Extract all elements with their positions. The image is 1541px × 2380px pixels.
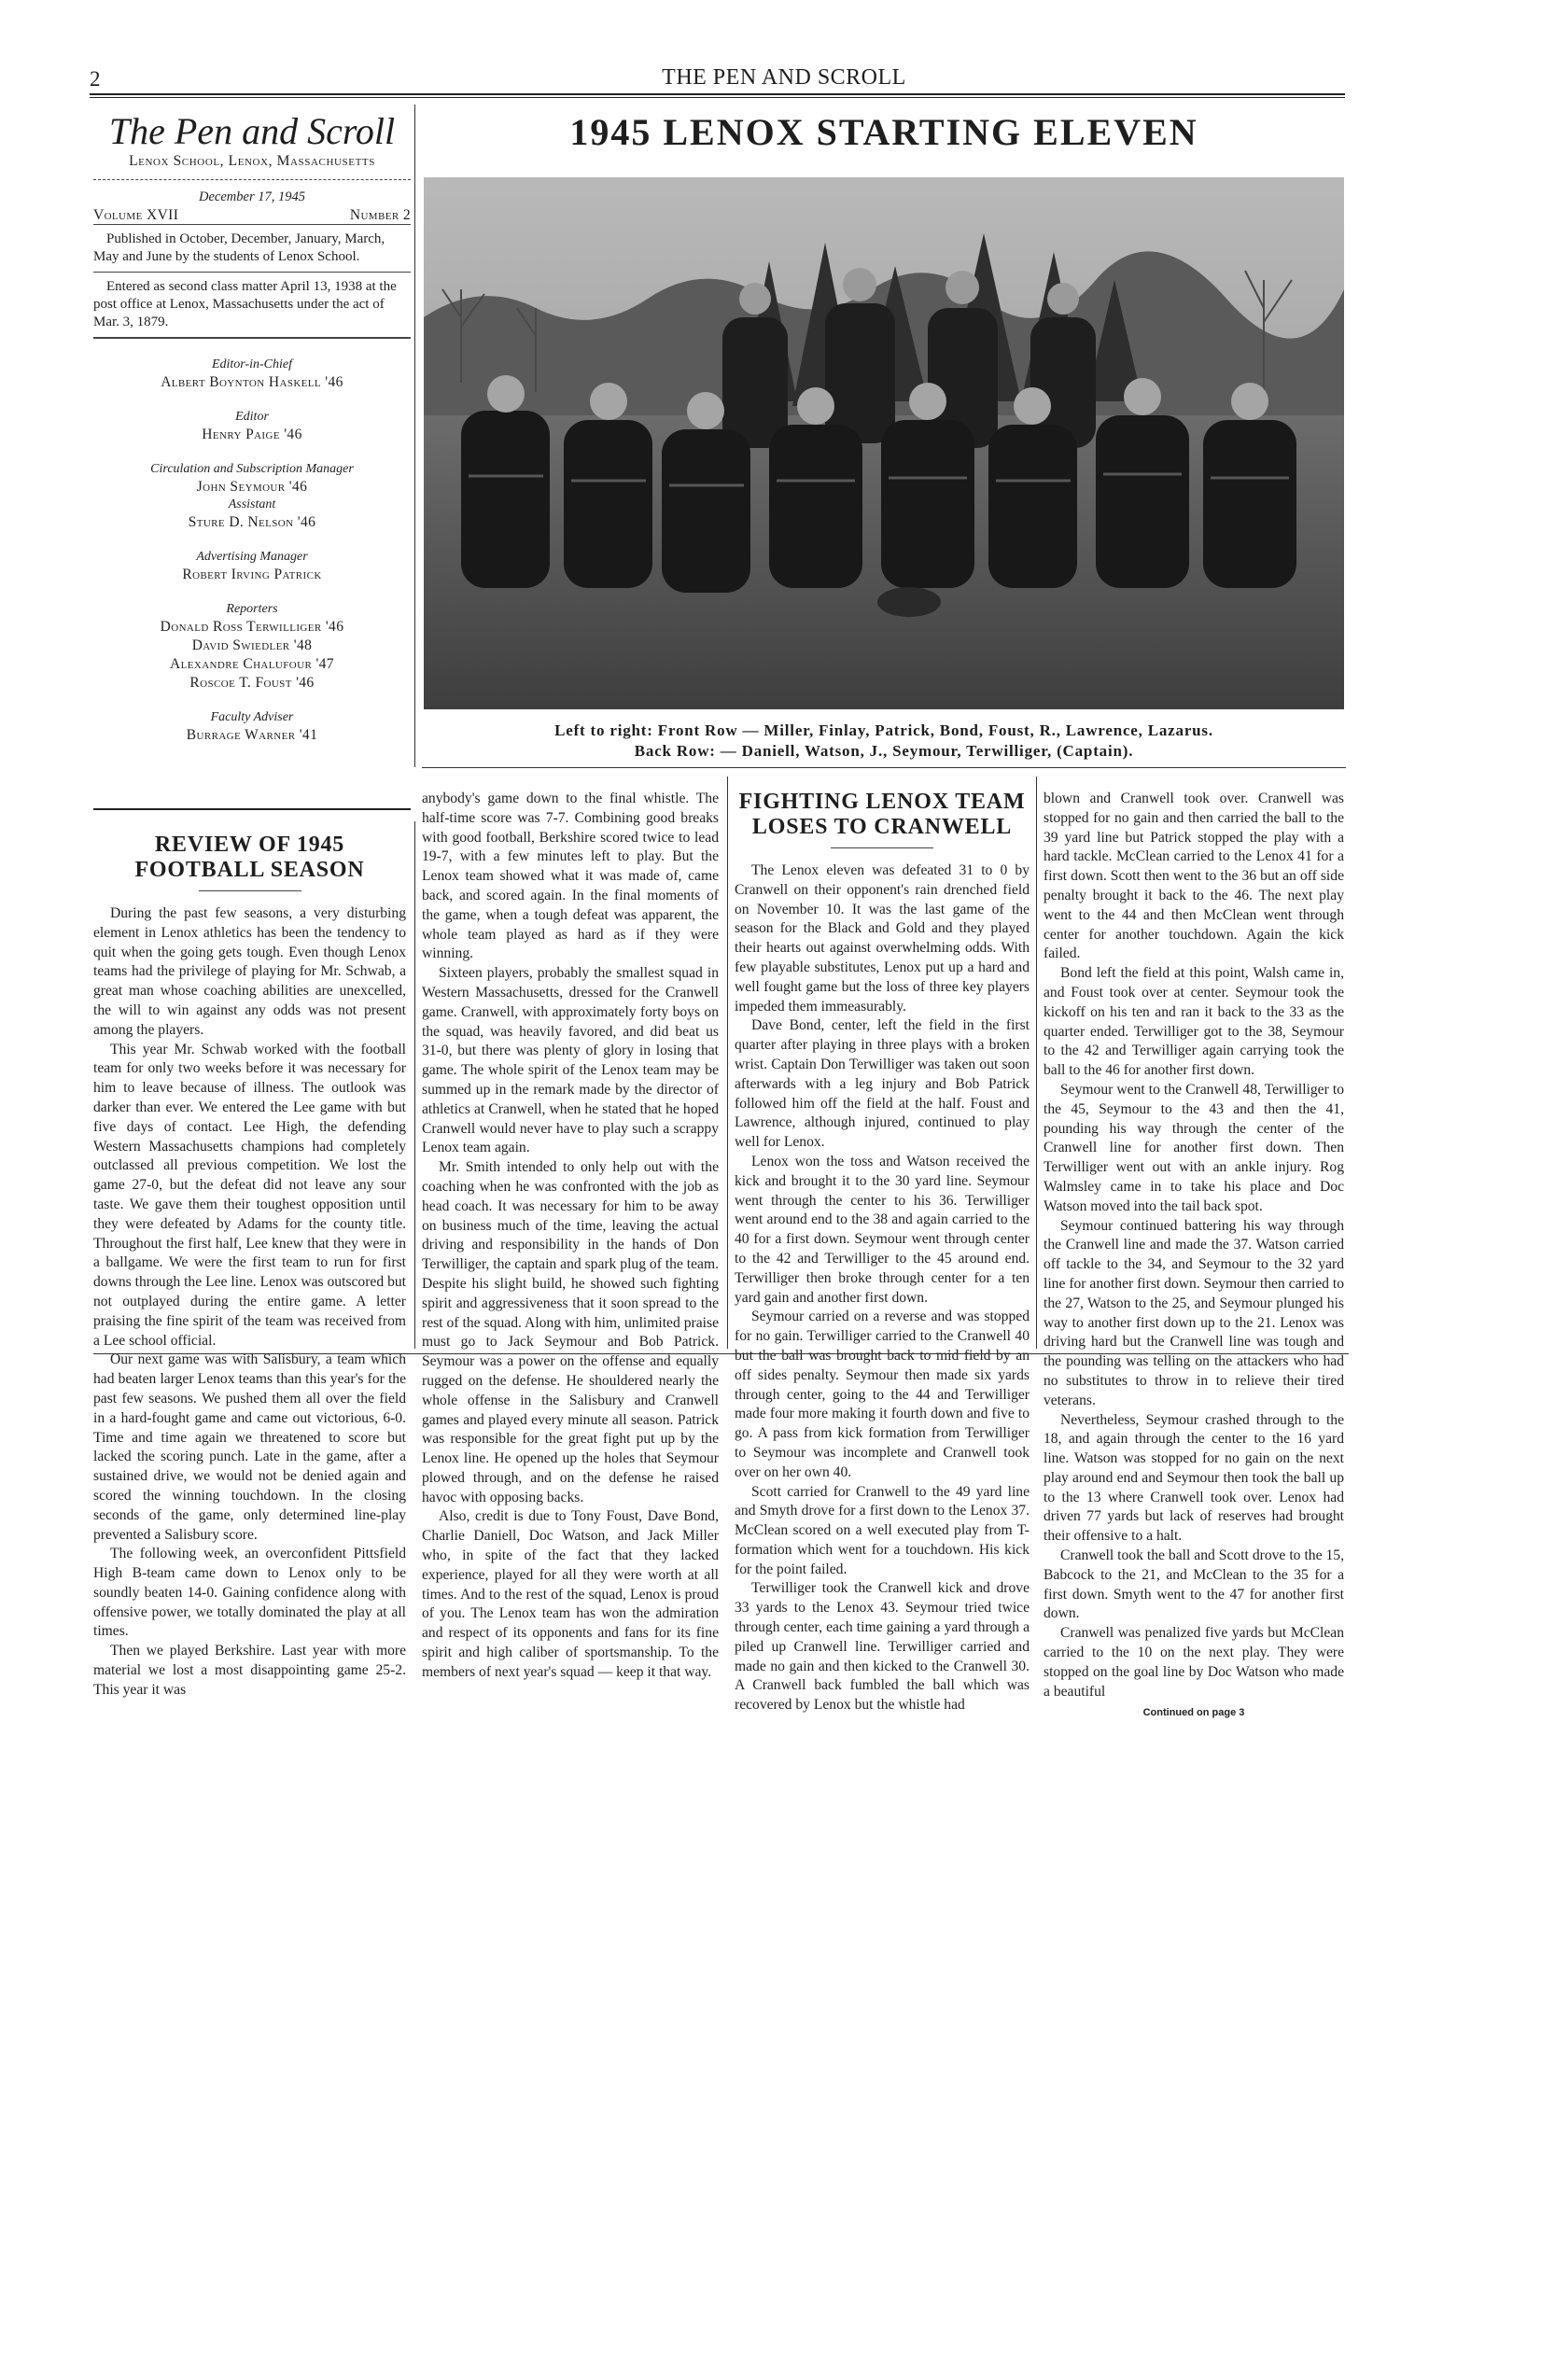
cranwell-paragraph: Scott carried for Cranwell to the 49 yard line and Smyth drove for a first down to the Lenox 37. McClean scored on a well executed play from T-formation which went for a touchdown. His kick for the point failed. (735, 1483, 1030, 1577)
review-headline: REVIEW OF 1945 FOOTBALL SEASON (134, 833, 365, 882)
review-paragraph: Sixteen players, probably the smallest squad in Western Massachusetts, dressed for the Cranwell game. Cranwell, with approximately forty boys on the squad, was heavily favored, and did beat us 31-0, but there was plenty of glory in losing that game. The whole spirit of the Lenox team may be summed up in the remark made by the director of athletics at Cranwell, when he stated that he hoped Cranwell would never have to play such a scrappy Lenox team again. (422, 965, 719, 1156)
masthead-title: The Pen and Scroll (108, 110, 396, 152)
publication-note: Published in October, December, January, March, May and June by the students of Lenox School. (93, 231, 385, 264)
review-paragraph: This year Mr. Schwab worked with the football team for only two weeks before it was necessary for him to leave because of illness. The outlook was darker than ever. We entered the Lee game with but five days of contact. Lee High, the defending Western Massachusetts champions had completely outclassed all previous competition. We lost the game 27-0, but the defeat did not leave any sour taste. We gave them their toughest opposition until they were defeated by Adams for the county title. Throughout the first half, Lee knew that they were in a ballgame. We were the first team to run for first downs through the Lee line. Lenox was outscored but not outplayed during the entire game. A letter praising the fine spirit of the team was received from a Lee school official. (93, 1041, 406, 1349)
staff-name: John Seymour '46 (196, 479, 308, 495)
caption-rule (422, 767, 1346, 768)
cranwell-paragraph: The Lenox eleven was defeated 31 to 0 by Cranwell on their opponent's rain drenched field on November 10. It was the last game of the season for the Black and Gold and they played their hearts out against overwhelming odds. With few playable substitutes, Lenox put up a hard and well fought game but the loss of three key players impeded them immeasurably. (735, 862, 1030, 1015)
review-paragraph: anybody's game down to the final whistle. The half-time score was 7-7. Combining good breaks with good football, Berkshire scored twice to lead 19-7, with a few minutes left to play. But the Lenox team showed what it was made of, came back, and scored again. In the final moments of the game, when a tough defeat was apparent, the whole team played as hard as if they were winning. (422, 791, 719, 962)
cranwell-paragraph: Seymour carried on a reverse and was stopped for no gain. Terwilliger carried to the Cranwell 40 but the ball was brought back to mid field by an off sides penalty. Seymour then made six yards through center, going to the 44 and Terwilliger made four more making it fourth down and five to go. A pass from kick formation from Terwilliger to Seymour was incomplete and Cranwell took over on her own 40. (735, 1309, 1030, 1480)
review-paragraph: The following week, an overconfident Pittsfield High B-team came down to Lenox only to be soundly beaten 14-0. Gaining confidence along with offensive power, we totally dominated the play at all times. (93, 1546, 406, 1640)
cranwell-column-1 (735, 790, 1030, 1715)
page-number: 2 (90, 67, 101, 91)
bottom-rule (93, 1353, 1349, 1354)
header-rule (90, 93, 1345, 95)
staff-name: Burrage Warner '41 (186, 727, 318, 743)
photo-caption (422, 721, 1346, 762)
cranwell-paragraph: Seymour continued battering his way through the Cranwell line and made the 37. Watson carried off tackle to the 34, and Seymour to the 32 yard line for another first down. Seymour then carried to the 27, Watson to the 25, and Seymour plunged his way to another first down up to the 21. Lenox was driving hard but the Cranwell line was tough and the pounding was telling on the attackers who had no substitutes to throw in to relieve their tired veterans. (1044, 1217, 1344, 1408)
staff-name: Donald Ross Terwilliger '46 (160, 619, 344, 635)
staff-box (93, 357, 411, 744)
cranwell-paragraph: Dave Bond, center, left the field in the first quarter after playing in three plays with a broken wrist. Captain Don Terwilliger was taken out soon afterwards with a leg injury and Bob Patrick followed him off the field at the half. Foust and Lawrence, although injured, continued to play well for Lenox. (735, 1017, 1030, 1151)
cranwell-column-2 (1044, 790, 1344, 1723)
staff-role: Editor (235, 410, 269, 424)
review-paragraph: Our next game was with Salisbury, a team which had beaten larger Lenox teams than this year's for the past few seasons. We pushed them all over the field in a hard-fought game and came out victorious, 6-0. Time and time again we threatened to score but lacked the scoring punch. Late in the game, after a sustained drive, we would not be denied again and scored the winning touchdown. In the closing seconds of the game, only determined line-play prevented a Salisbury score. (93, 1351, 406, 1543)
cranwell-paragraph: blown and Cranwell took over. Cranwell was stopped for no gain and then carried the ball to the 39 yard line but Patrick stopped the play with a hard tackle. McClean carried to the Lenox 41 for a first down. Scott then went to the 36 but an off side penalty brought it back to the 46. The next play went to the 44 and then McClean went through center for another touchdown. Again the kick failed. (1044, 791, 1344, 962)
staff-role: Advertising Manager (196, 550, 308, 564)
header-rule-thin (90, 97, 1345, 98)
staff-role: Circulation and Subscription Manager (150, 462, 354, 476)
review-column-2 (422, 790, 719, 1683)
caption-back-row: Back Row: — Daniell, Watson, J., Seymour, Terwilliger, (Captain). (634, 742, 1134, 760)
masthead-rule-2 (93, 224, 411, 225)
masthead-rule-3 (93, 272, 411, 273)
masthead (93, 105, 411, 744)
staff-name: Albert Boynton Haskell '46 (161, 374, 343, 390)
cranwell-paragraph: Lenox won the toss and Watson received the kick and brought it to the 30 yard line. Seymour went through the center to his 36. Terwilliger went around end to the 38 and again carried to the 40 for a first down. Seymour went through center to the 42 and Terwilliger to the 45 around end. Terwilliger then broke through center for a ten yard gain and another first down. (735, 1153, 1030, 1306)
cranwell-paragraph: Cranwell took the ball and Scott drove to the 15, Babcock to the 21, and McClean to the 35 for a first down. Smyth went to the 47 for another first down. (1044, 1547, 1344, 1622)
volume-row (93, 207, 411, 224)
masthead-bottom-rule (93, 808, 411, 810)
review-paragraph: During the past few seasons, a very disturbing element in Lenox athletics has been the tendency to quit when the going gets tough. Even though Lenox teams had the privilege of playing for Mr. Schwab, a great man whose coaching abilities are unexcelled, the will to win against any odds was not present among the players. (93, 905, 406, 1038)
staff-name: Sture D. Nelson '46 (188, 514, 316, 530)
column-rule-3 (1036, 777, 1037, 1349)
staff-role: Reporters (226, 602, 278, 616)
cranwell-paragraph: Terwilliger took the Cranwell kick and drove 33 yards to the Lenox 43. Seymour tried twice through center, each time gaining a yard through a piled up Cranwell line. Terwilliger carried and made no gain and then kicked to the Cranwell 30. A Cranwell back fumbled the ball which was recovered by Lenox but the whistle had (735, 1580, 1030, 1714)
cranwell-headline: FIGHTING LENOX TEAM LOSES TO CRANWELL (738, 790, 1026, 839)
cranwell-paragraph: Nevertheless, Seymour crashed through to the 18, and again through the center to the 16 yard line. Watson was stopped for no gain on the next play around end and Seymour then took the ball up to the 13 where Cranwell took over. Lenox had driven 77 yards but lack of reserves had brought their offensive to a halt. (1044, 1411, 1344, 1545)
team-photo (424, 177, 1344, 709)
team-photo-image (424, 177, 1344, 709)
masthead-subtitle: Lenox School, Lenox, Massachusetts (129, 153, 375, 169)
volume-label: Volume XVII (93, 207, 179, 223)
review-paragraph: Also, credit is due to Tony Foust, Dave Bond, Charlie Daniell, Doc Watson, and Jack Miller who, in spite of the fact that they lacked experience, played for all they were worth at all times. And to the rest of the squad, Lenox is proud of you. The Lenox team has won the admiration and respect of its opponents and fans for its fine spirit and high caliber of sportsmanship. To the members of next year's squad — keep it that way. (422, 1508, 719, 1680)
masthead-rule (93, 179, 411, 180)
staff-role: Editor-in-Chief (211, 357, 293, 371)
staff-name: David Swiedler '48 (191, 637, 313, 653)
review-column-1 (93, 829, 406, 1701)
column-rule-1 (414, 821, 415, 1349)
staff-name: Alexandre Chalufour '47 (170, 656, 334, 672)
staff-name: Robert Irving Patrick (182, 567, 322, 582)
number-label: Number 2 (349, 207, 411, 223)
review-paragraph: Mr. Smith intended to only help out with the coaching when he was confronted with the job as head coach. It was necessary for him to be away on business much of the time, leaving the actual driving and responsibility in the hands of Don Terwilliger, the captain and spark plug of the team. Despite his slight build, he showed such fighting spirit and aggressiveness that it soon spread to the rest of the squad. Along with him, unlimited praise must go to Jack Seymour and Bob Patrick. Seymour was a power on the offense and equally rugged on the defense. He shouldered nearly the whole offense in the Salisbury and Cranwell games and played every minute all season. Patrick was responsible for the great fight put up by the Lenox line. He opened up the holes that Seymour plowed through, and on the defense he raised havoc with opposing backs. (422, 1159, 719, 1505)
review-paragraph: Then we played Berkshire. Last year with more material we lost a most disappointing game 25-2. This year it was (93, 1643, 406, 1698)
entry-note: Entered as second class matter April 13, 1938 at the post office at Lenox, Massachusetts under the act of Mar. 3, 1879. (93, 279, 397, 329)
cranwell-paragraph: Cranwell was penalized five yards but McClean carried to the 10 on the next play. They were stopped on the goal line by Doc Watson who made a beautiful (1044, 1625, 1344, 1700)
running-head-title: THE PEN AND SCROLL (662, 65, 906, 90)
cranwell-headline-rule (831, 847, 933, 848)
continued-on-page-link[interactable]: Continued on page 3 (1142, 1707, 1245, 1719)
staff-name: Henry Paige '46 (202, 427, 302, 442)
masthead-column-rule (414, 105, 415, 767)
caption-front-row: Left to right: Front Row — Miller, Finlay, Patrick, Bond, Foust, R., Lawrence, Lazarus. (554, 721, 1213, 739)
column-rule-2 (727, 777, 728, 1349)
issue-date: December 17, 1945 (199, 189, 305, 204)
review-headline-rule (199, 890, 301, 891)
staff-role: Assistant (228, 497, 276, 511)
cranwell-paragraph: Seymour went to the Cranwell 48, Terwilliger to the 45, Seymour to the 43 and then the 41, pounding his way through the center of the Cranwell line for another first down. Then Terwilliger went out with an ankle injury. Rog Walmsley came in to take his place and Doc Watson moved into the tail back spot. (1044, 1081, 1344, 1214)
cranwell-paragraph: Bond left the field at this point, Walsh came in, and Foust took over at center. Seymour took the kickoff on his ten and ran it back to the 33 as the quarter ended. Terwilliger got to the 38, Seymour to the 42 and Terwilliger again carrying took the ball to the 46 for another first down. (1044, 965, 1344, 1079)
feature-headline: 1945 LENOX STARTING ELEVEN (569, 111, 1198, 153)
staff-name: Roscoe T. Foust '46 (189, 675, 315, 691)
masthead-rule-4 (93, 337, 411, 339)
staff-role: Faculty Adviser (210, 710, 294, 724)
